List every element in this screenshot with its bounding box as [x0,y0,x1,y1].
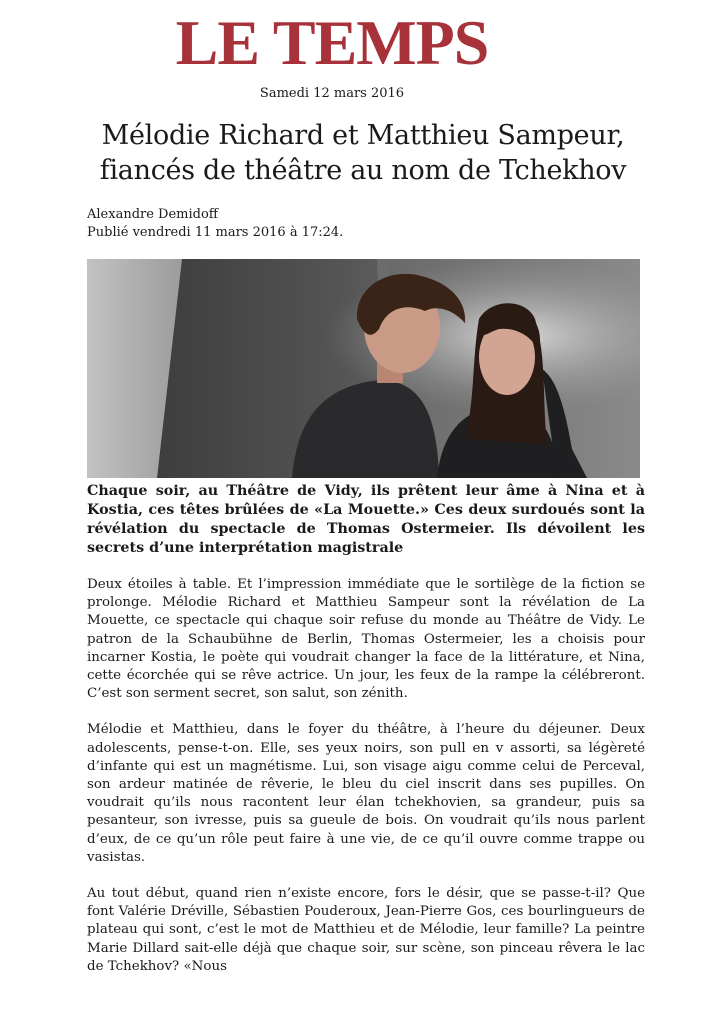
headline-line-2: fiancés de théâtre au nom de Tchekhov [99,155,627,186]
author-name: Alexandre Demidoff [87,207,219,222]
byline [87,206,343,242]
article-photo [87,259,640,478]
photo-illustration [87,259,640,478]
publication-date: Samedi 12 mars 2016 [259,86,405,101]
article-lead: Chaque soir, au Théâtre de Vidy, ils prêtent leur âme à Nina et à Kostia, ces têtes brûlées de «La Mouette.» Ces deux surdoués sont la révélation du spectacle de Thomas Ostermeier. Ils dévoilent les secrets d’une interprétation magistrale [87,483,645,556]
headline-line-1: Mélodie Richard et Matthieu Sampeur, [101,120,625,151]
body-paragraph: Mélodie et Matthieu, dans le foyer du théâtre, à l’heure du déjeuner. Deux adolescents, pense-t-on. Elle, ses yeux noirs, son pull en v assorti, sa légèreté d’infante qui est un magnétisme. Lui, son visage aigu comme celui de Perceval, son ardeur matinée de rêverie, le bleu du ciel inscrit dans ses pupilles. On voudrait qu’ils nous racontent leur élan tchekhovien, sa grandeur, puis sa pesanteur, son ivresse, puis sa gueule de bois. On voudrait qu’ils nous parlent d’eux, de ce qu’un rôle peut faire à une vie, de ce qu’il ouvre comme trappe ou vasistas. [87,722,645,865]
published-timestamp: Publié vendredi 11 mars 2016 à 17:24. [87,225,344,240]
body-paragraph: Deux étoiles à table. Et l’impression immédiate que le sortilège de la fiction se prolonge. Mélodie Richard et Matthieu Sampeur sont la révélation de La Mouette, ce spectacle qui chaque soir refuse du monde au Théâtre de Vidy. Le patron de la Schaubühne de Berlin, Thomas Ostermeier, les a choisis pour incarner Kostia, le poète qui voudrait changer la face de la littérature, et Nina, cette écorchée qui se rêve actrice. Un jour, les feux de la rampe la célébreront. C’est son serment secret, son salut, son zénith. [87,577,645,702]
article-headline [86,118,640,188]
body-paragraph: Au tout début, quand rien n’existe encore, fors le désir, que se passe-t-il? Que font Valérie Dréville, Sébastien Pouderoux, Jean-Pierre Gos, ces bourlingueurs de plateau qui sont, c’est le mot de Matthieu et de Mélodie, leur famille? La peintre Marie Dillard sait-elle déjà que chaque soir, sur scène, son pinceau rêvera le lac de Tchekhov? «Nous [87,886,645,974]
newspaper-masthead: LE TEMPS [175,7,489,78]
article-body [87,576,645,994]
